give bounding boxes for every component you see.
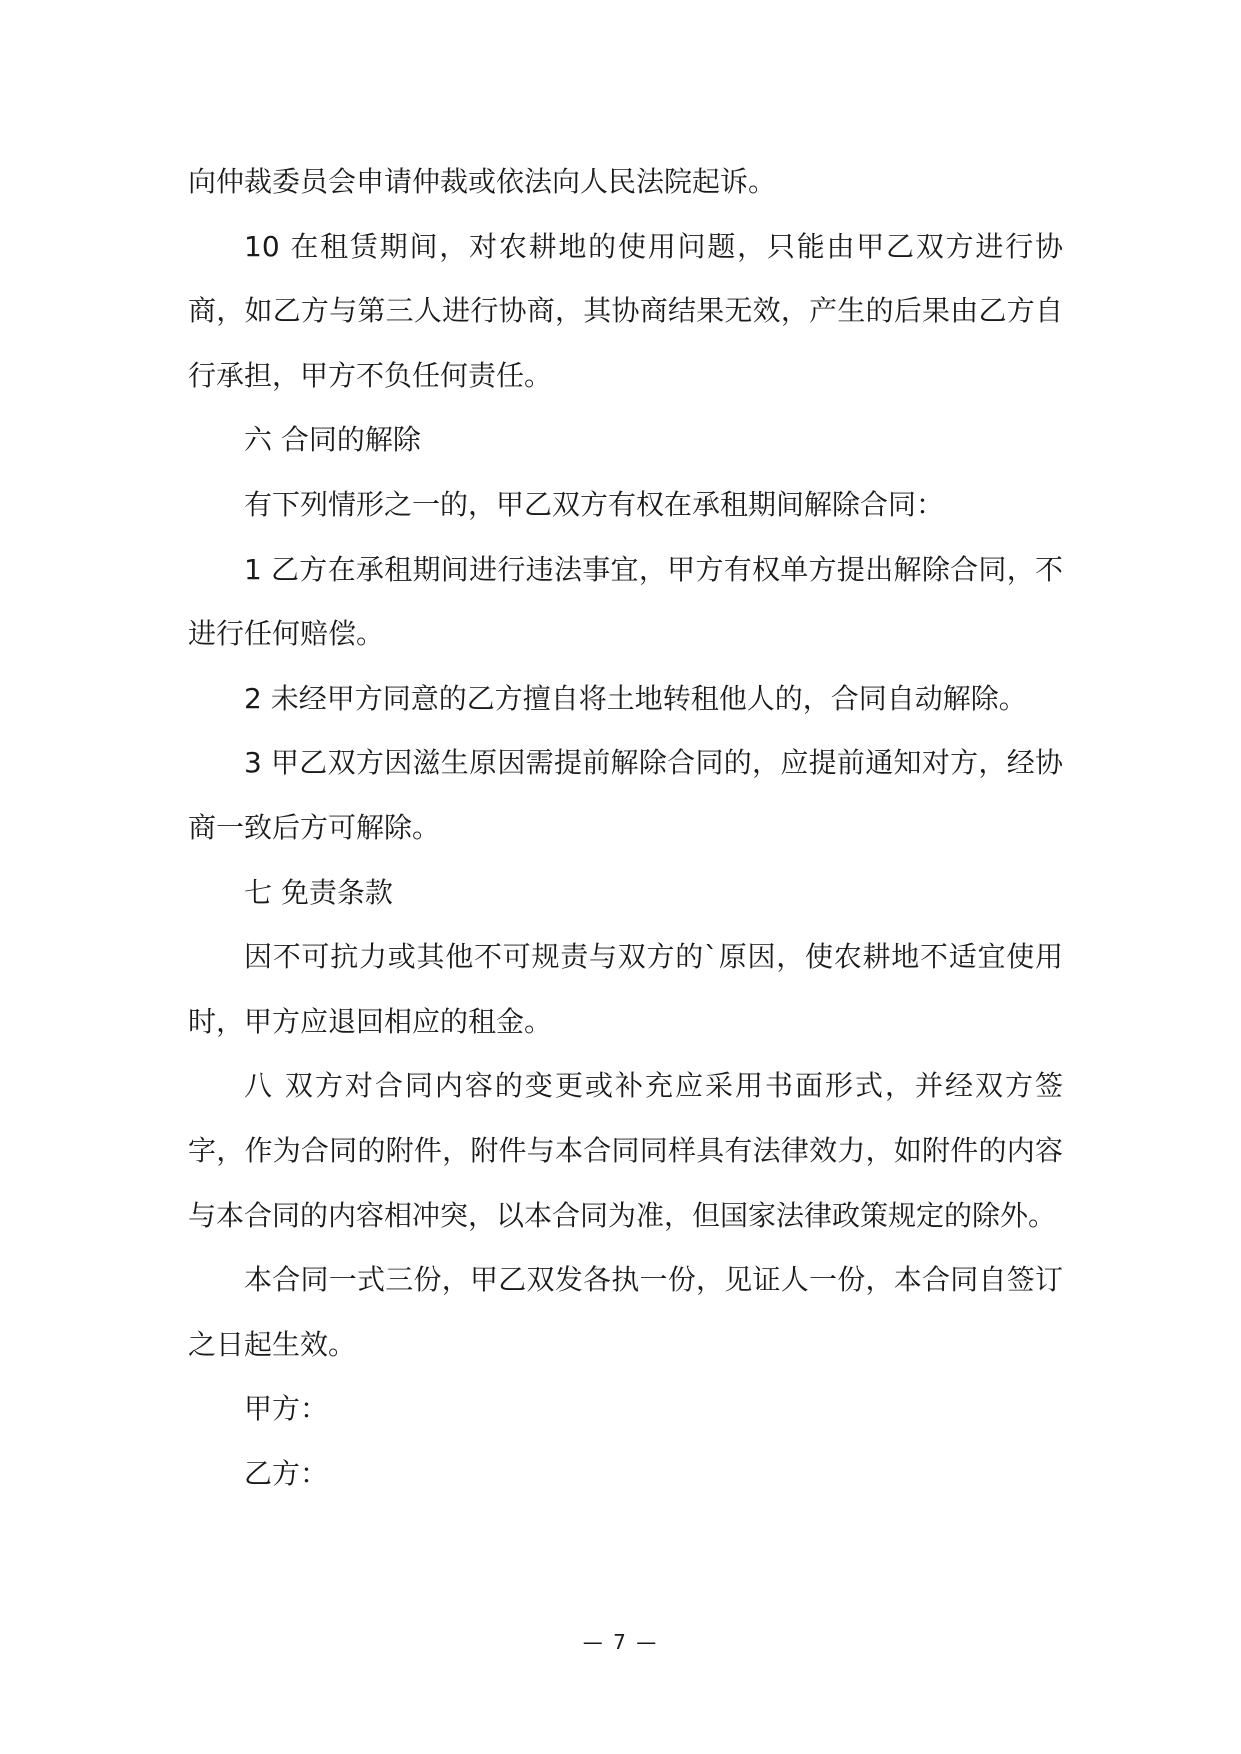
document-body xyxy=(188,150,1063,1506)
paragraph-clause-10: 10 在租赁期间，对农耕地的使用问题，只能由甲乙双方进行协商，如乙方与第三人进行协商，其协商结果无效，产生的后果由乙方自行承担，甲方不负任何责任。 xyxy=(188,229,1063,392)
paragraph-termination-intro: 有下列情形之一的，甲乙双方有权在承租期间解除合同： xyxy=(244,487,945,521)
paragraph-termination-item-2: 2 未经甲方同意的乙方擅自将土地转租他人的，合同自动解除。 xyxy=(244,681,1027,715)
paragraph-copies-effective: 本合同一式三份，甲乙双发各执一份，见证人一份，本合同自签订之日起生效。 xyxy=(188,1263,1063,1361)
paragraph-clause-8-amendments: 八 双方对合同内容的变更或补充应采用书面形式，并经双方签字，作为合同的附件，附件与本合同同样具有法律效力，如附件的内容与本合同的内容相冲突，以本合同为准，但国家法律政策规定的除外。 xyxy=(188,1069,1063,1232)
paragraph-termination-item-1: 1 乙方在承租期间进行违法事宜，甲方有权单方提出解除合同，不进行任何赔偿。 xyxy=(188,552,1063,651)
page-number: — 7 — xyxy=(582,1630,659,1654)
signature-party-a: 甲方： xyxy=(244,1392,329,1426)
section-heading-disclaimer: 七 免责条款 xyxy=(244,875,393,909)
signature-party-b: 乙方： xyxy=(244,1456,329,1490)
paragraph-disclaimer: 因不可抗力或其他不可规责与双方的`原因，使农耕地不适宜使用时，甲方应退回相应的租金。 xyxy=(188,940,1063,1038)
paragraph-termination-item-3: 3 甲乙双方因滋生原因需提前解除合同的，应提前通知对方，经协商一致后方可解除。 xyxy=(188,746,1063,844)
paragraph-arbitration-continued: 向仲裁委员会申请仲裁或依法向人民法院起诉。 xyxy=(188,165,777,198)
section-heading-termination: 六 合同的解除 xyxy=(244,423,421,457)
